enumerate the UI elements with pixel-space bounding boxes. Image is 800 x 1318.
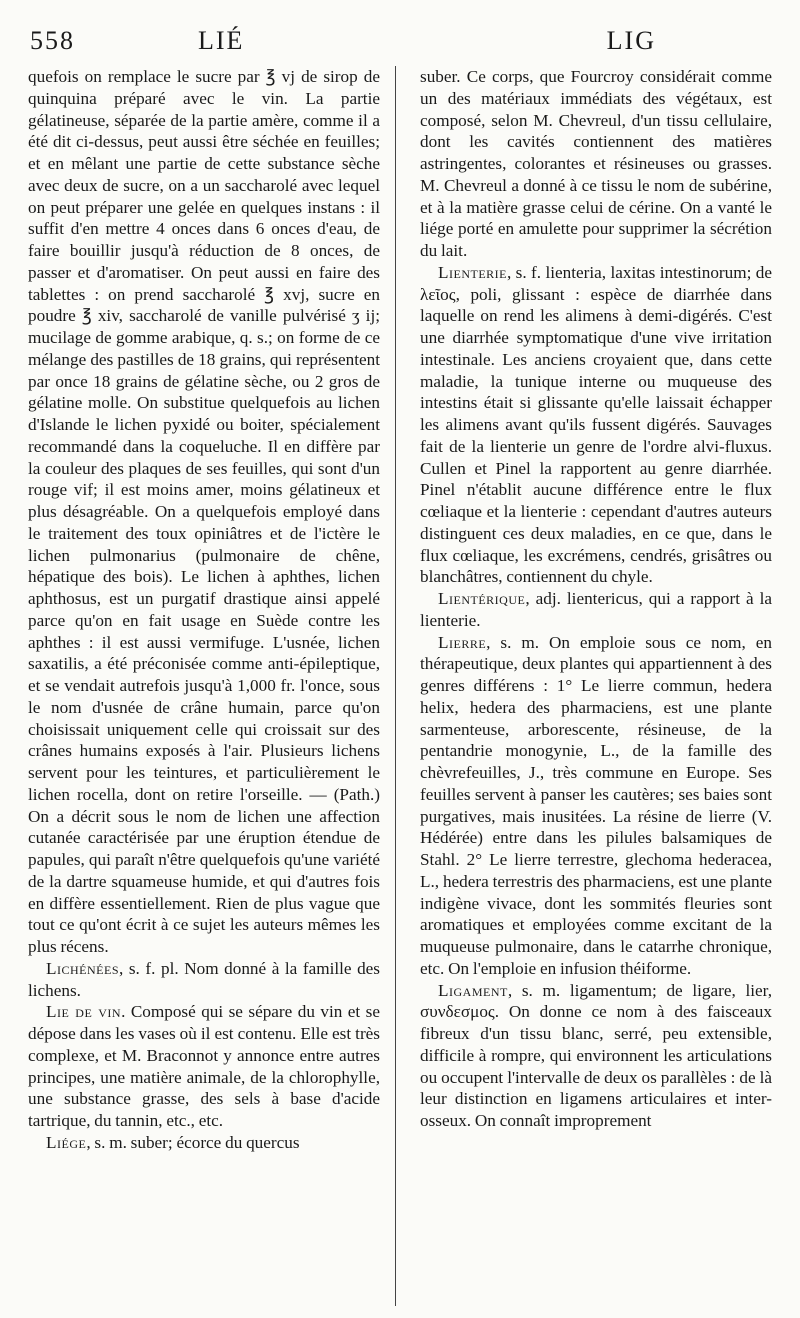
entry-body: , s. f. lienteria, laxitas intestinorum; de λεῖος, poli, glissant : espèce de diarrhée dans laquelle on rend les alimens à demi-digérés. C'est une diarrhée symptomatique d'une vive irritation intestinale. Les anciens croyaient que, dans cette maladie, la tunique interne ou muqueuse des intestins était si glissante qu'elle laissait échapper les alimens avant qu'ils fussent digérés. Sauvages fait de la lienterie un genre de l'ordre alvi-fluxus. Cullen et Pinel la rapportent au genre diarrhée. Pinel n'établit aucune différence entre le flux cœliaque et la lienterie : cependant d'autres auteurs distinguent ces deux maladies, en ce que, dans le flux cœliaque, les excrémens, cendrés, grisâtres ou blanchâtres, contiennent du chyle. (420, 262, 772, 587)
entry-body: , s. m. ligamentum; de ligare, lier, συνδεσμος. On donne ce nom à des faisceaux fibreux d'un tissu blanc, serré, peu extensible, difficile à rompre, qui environnent les articulations ou occupent l'intervalle de deux os parallèles : de là leur distinction en ligamens articulaires et inter-osseux. On connaît improprement (420, 980, 772, 1130)
entry-headword: Liége (46, 1132, 87, 1152)
entry-body: , s. f. pl. Nom donné à la famille des lichens. (28, 958, 380, 1000)
entry-liege (28, 1132, 380, 1154)
entry-lienterie (420, 262, 772, 588)
running-header (28, 22, 772, 64)
right-headword: LIG (606, 26, 656, 55)
entry-headword: Lichénées (46, 958, 119, 978)
lichen-continuation: quefois on remplace le sucre par ℥ vj de sirop de quinquina préparé avec le vin. La partie gélatineuse, séparée de la partie amère, comme il a été dit ci-dessus, peut aussi être séchée en feuilles; et en mêlant une partie de cette substance sèche avec deux de sucre, on a un saccharolé avec lequel on peut préparer une gelée en quelques instans : il suffit d'en mettre 4 onces dans 6 onces d'eau, de faire bouillir jusqu'à réduction de 8 onces, de passer et d'aromatiser. On peut aussi en faire des tablettes : on prend saccharolé ℥ xvj, sucre en poudre ℥ xiv, saccharolé de vanille pulvérisé ʒ ij; mucilage de gomme arabique, q. s.; on forme de ce mélange des pastilles de 18 grains, qui représentent par once 18 grains de gélatine sèche, ou 2 gros de gélatine molle. On substitue quelquefois au lichen d'Islande le lichen pyxidé ou boiter, spécialement recommandé dans la coqueluche. Il en diffère par la couleur des plaques de ses feuilles, qui sont d'un rouge vif; il est moins amer, moins gélatineux et plus désagréable. On a quelquefois employé dans le traitement des toux opiniâtres et de l'ictère le lichen pulmonarius (pulmonaire de chêne, hépatique des bois). Le lichen à aphthes, lichen aphthosus, est un purgatif drastique ainsi appelé parce qu'on en fait usage en Suède contre les aphthes : il est aussi vermifuge. L'usnée, lichen saxatilis, a été préconisée comme anti-épileptique, et se vendait autrefois jusqu'à 1,000 fr. l'once, sous le nom d'usnée de crâne humain, parce qu'on choisissait uniquement celle qui croissait sur des crânes humains exposés à l'air. Plusieurs lichens servent pour les teintures, et particulièrement le lichen rocella, dont on retire l'orseille. — (Path.) On a décrit sous le nom de lichen une affection cutanée caractérisée par une éruption étendue de papules, qui paraît n'être quelquefois qu'une variété de la dartre squameuse humide, et qui d'autres fois en diffère essentiellement. Rien de plus vague que tout ce qu'ont écrit à ce sujet les auteurs mêmes les plus récens. (28, 67, 380, 956)
right-column (420, 66, 772, 1306)
entry-lierre (420, 632, 772, 980)
entry-body: , s. m. suber; écorce du quercus (86, 1132, 300, 1152)
entry-lienterique (420, 588, 772, 632)
entry-lichenees (28, 958, 380, 1002)
text-columns (28, 66, 772, 1306)
entry-headword: Lienterie (438, 262, 507, 282)
entry-headword: Lie de vin (46, 1002, 122, 1022)
entry-headword: Lientérique (438, 589, 526, 608)
entry-headword: Lierre (438, 632, 487, 652)
entry-ligament (420, 980, 772, 1132)
entry-headword: Ligament (438, 980, 508, 1000)
dictionary-page (28, 22, 772, 1306)
left-column (28, 66, 380, 1306)
entry-body: . Composé qui se sépare du vin et se dépose dans les vases où il est contenu. Elle est très complexe, et M. Braconnot y annonce entre autres principes, une matière animale, de la chlorophylle, une substance grasse, des sels à base d'acide tartrique, du tannin, etc., etc. (28, 1002, 380, 1130)
left-headword: LIÉ (198, 26, 245, 55)
entry-body: , s. m. On emploie sous ce nom, en thérapeutique, deux plantes qui appartiennent à des genres différens : 1° Le lierre commun, hedera helix, hedera des pharmaciens, est une plante sarmenteuse, arborescente, résineuse, de la pentandrie monogynie, L., de la famille des chèvrefeuilles, J., très commune en Europe. Ses feuilles servent à panser les cautères; ses baies sont purgatives, mais inusitées. La résine de lierre (V. Hédérée) entre dans les pilules balsamiques de Stahl. 2° Le lierre terrestre, glechoma hederacea, L., hedera terrestris des pharmaciens, est une plante indigène vivace, dont les sommités fleuries sont aromatiques et employées comme excitant de la muqueuse pulmonaire, dans le catarrhe chronique, etc. On l'emploie en infusion théiforme. (420, 632, 772, 978)
liege-continuation: suber. Ce corps, que Fourcroy considérait comme un des matériaux immédiats des végétaux, est composé, selon M. Chevreul, d'un tissu cellulaire, dont les cavités contiennent des matières astringentes, colorantes et résineuses ou grasses. M. Chevreul a donné à ce tissu le nom de subérine, et à la matière grasse celui de cérine. On a vanté le liége porté en amulette pour supprimer la sécrétion du lait. (420, 67, 772, 260)
entry-body: , adj. lientericus, qui a rapport à la lienterie. (420, 589, 772, 630)
entry-lie-de-vin (28, 1001, 380, 1132)
page-number: 558 (30, 26, 75, 55)
